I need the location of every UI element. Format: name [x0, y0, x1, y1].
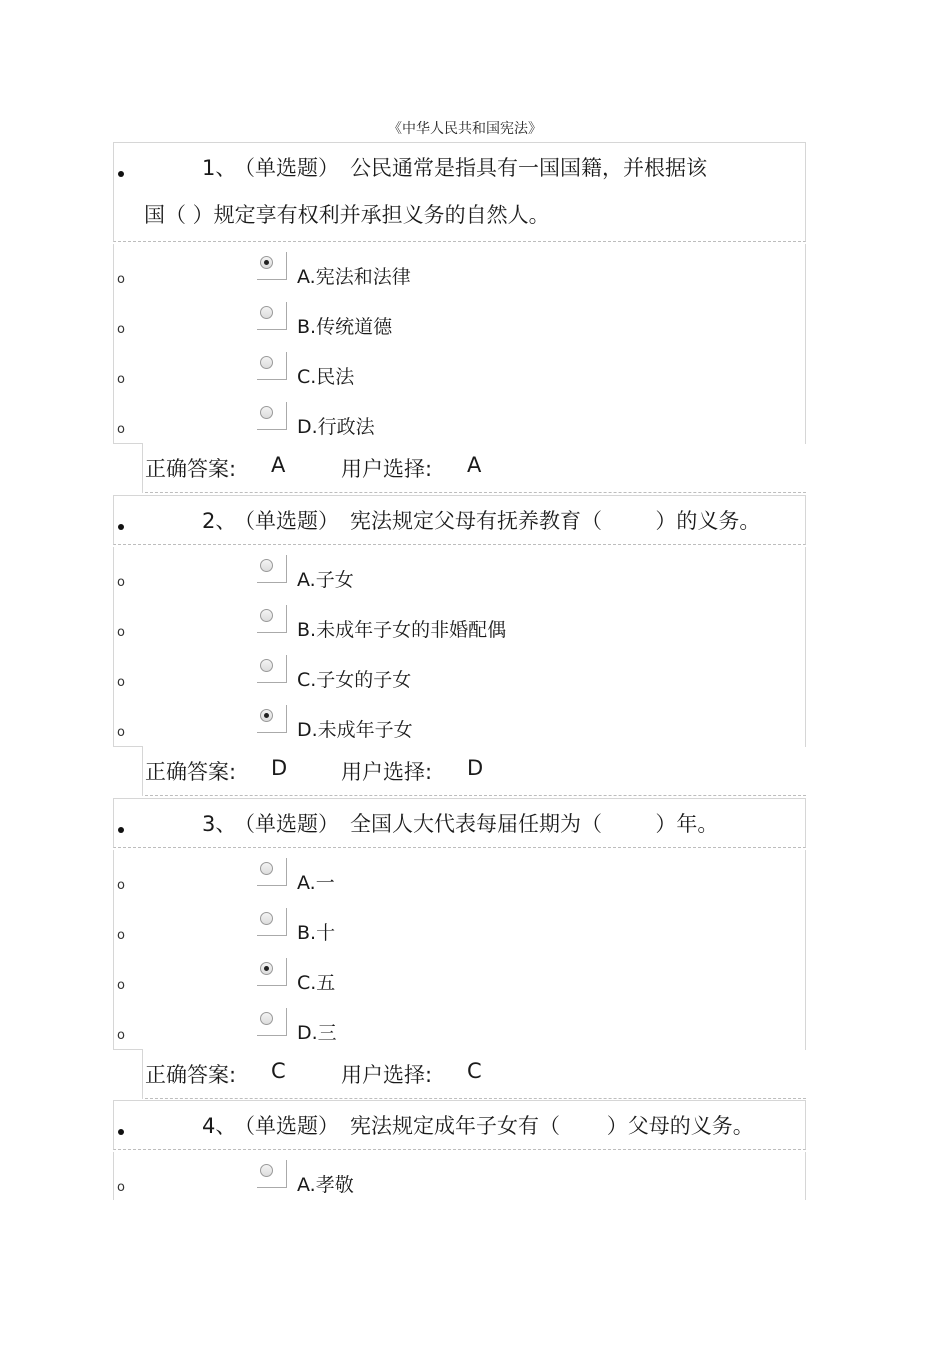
option-2c[interactable]	[114, 655, 807, 701]
question-3-header	[113, 798, 806, 848]
question-3-text-line1: 全国人大代表每届任期为（ ）年。	[350, 812, 719, 836]
question-4-number: 4、	[202, 1114, 237, 1138]
question-1-text-line1: 公民通常是指具有一国国籍，并根据该	[350, 156, 707, 180]
correct-answer-value: A	[271, 453, 286, 477]
option-label: A.子女	[297, 569, 354, 591]
radio-button[interactable]	[260, 406, 273, 419]
option-label: B.未成年子女的非婚配偶	[297, 619, 507, 641]
option-marker: o	[117, 422, 125, 437]
option-marker: o	[117, 978, 125, 993]
correct-answer-label: 正确答案:	[145, 457, 237, 481]
radio-button-checked[interactable]	[260, 256, 273, 269]
option-1a[interactable]	[114, 252, 807, 298]
option-2b[interactable]	[114, 605, 807, 651]
question-3-options	[113, 850, 806, 1050]
option-3d[interactable]	[114, 1008, 807, 1054]
user-choice-value: A	[467, 453, 482, 477]
option-2a[interactable]	[114, 555, 807, 601]
question-4-options	[113, 1152, 806, 1200]
option-label: A.宪法和法律	[297, 266, 411, 288]
option-label: D.三	[297, 1022, 337, 1044]
question-1-options	[113, 244, 806, 444]
question-2-header	[113, 495, 806, 545]
question-1-text-line2: 国（ ）规定享有权利并承担义务的自然人。	[144, 203, 550, 227]
radio-button-checked[interactable]	[260, 709, 273, 722]
correct-answer-value: D	[271, 756, 288, 780]
option-label: A.孝敬	[297, 1174, 354, 1196]
correct-answer-label: 正确答案:	[145, 760, 237, 784]
radio-button[interactable]	[260, 559, 273, 572]
question-4-text-line1: 宪法规定成年子女有（ ）父母的义务。	[350, 1114, 754, 1138]
radio-button[interactable]	[260, 1164, 273, 1177]
question-1-answer	[113, 443, 806, 493]
option-label: B.传统道德	[297, 316, 393, 338]
question-3-answer	[113, 1049, 806, 1099]
radio-button[interactable]	[260, 912, 273, 925]
option-marker: o	[117, 928, 125, 943]
question-2-type: （单选题）	[234, 509, 339, 533]
option-marker: o	[117, 725, 125, 740]
option-4a[interactable]	[114, 1160, 807, 1206]
option-label: B.十	[297, 922, 336, 944]
radio-button[interactable]	[260, 356, 273, 369]
user-choice-label: 用户选择:	[341, 457, 433, 481]
option-marker: o	[117, 1028, 125, 1043]
option-marker: o	[117, 878, 125, 893]
option-3c[interactable]	[114, 958, 807, 1004]
option-3b[interactable]	[114, 908, 807, 954]
option-marker: o	[117, 272, 125, 287]
option-marker: o	[117, 625, 125, 640]
radio-button[interactable]	[260, 306, 273, 319]
option-1c[interactable]	[114, 352, 807, 398]
user-choice-value: C	[467, 1059, 482, 1083]
option-1d[interactable]	[114, 402, 807, 448]
option-label: A.一	[297, 872, 335, 894]
question-3-type: （单选题）	[234, 812, 339, 836]
bullet-icon	[118, 524, 124, 530]
user-choice-label: 用户选择:	[341, 760, 433, 784]
question-4-type: （单选题）	[234, 1114, 339, 1138]
user-choice-value: D	[467, 756, 484, 780]
option-marker: o	[117, 675, 125, 690]
option-marker: o	[117, 1180, 125, 1195]
option-1b[interactable]	[114, 302, 807, 348]
question-1-header	[113, 142, 806, 242]
document-title: 《中华人民共和国宪法》	[388, 121, 542, 137]
radio-button[interactable]	[260, 609, 273, 622]
option-label: C.民法	[297, 366, 355, 388]
question-4-header	[113, 1100, 806, 1150]
correct-answer-value: C	[271, 1059, 286, 1083]
question-2-text-line1: 宪法规定父母有抚养教育（ ）的义务。	[350, 509, 761, 533]
question-1-number: 1、	[202, 156, 237, 180]
option-label: D.行政法	[297, 416, 375, 438]
question-2-options	[113, 547, 806, 747]
option-marker: o	[117, 575, 125, 590]
option-label: C.五	[297, 972, 336, 994]
option-marker: o	[117, 322, 125, 337]
bullet-icon	[118, 171, 124, 177]
user-choice-label: 用户选择:	[341, 1063, 433, 1087]
question-3-number: 3、	[202, 812, 237, 836]
radio-button-checked[interactable]	[260, 962, 273, 975]
radio-button[interactable]	[260, 862, 273, 875]
option-3a[interactable]	[114, 858, 807, 904]
option-label: C.子女的子女	[297, 669, 412, 691]
correct-answer-label: 正确答案:	[145, 1063, 237, 1087]
option-2d[interactable]	[114, 705, 807, 751]
option-label: D.未成年子女	[297, 719, 413, 741]
option-marker: o	[117, 372, 125, 387]
question-2-answer	[113, 746, 806, 796]
question-2-number: 2、	[202, 509, 237, 533]
question-1-type: （单选题）	[234, 156, 339, 180]
radio-button[interactable]	[260, 1012, 273, 1025]
bullet-icon	[118, 1129, 124, 1135]
radio-button[interactable]	[260, 659, 273, 672]
bullet-icon	[118, 827, 124, 833]
